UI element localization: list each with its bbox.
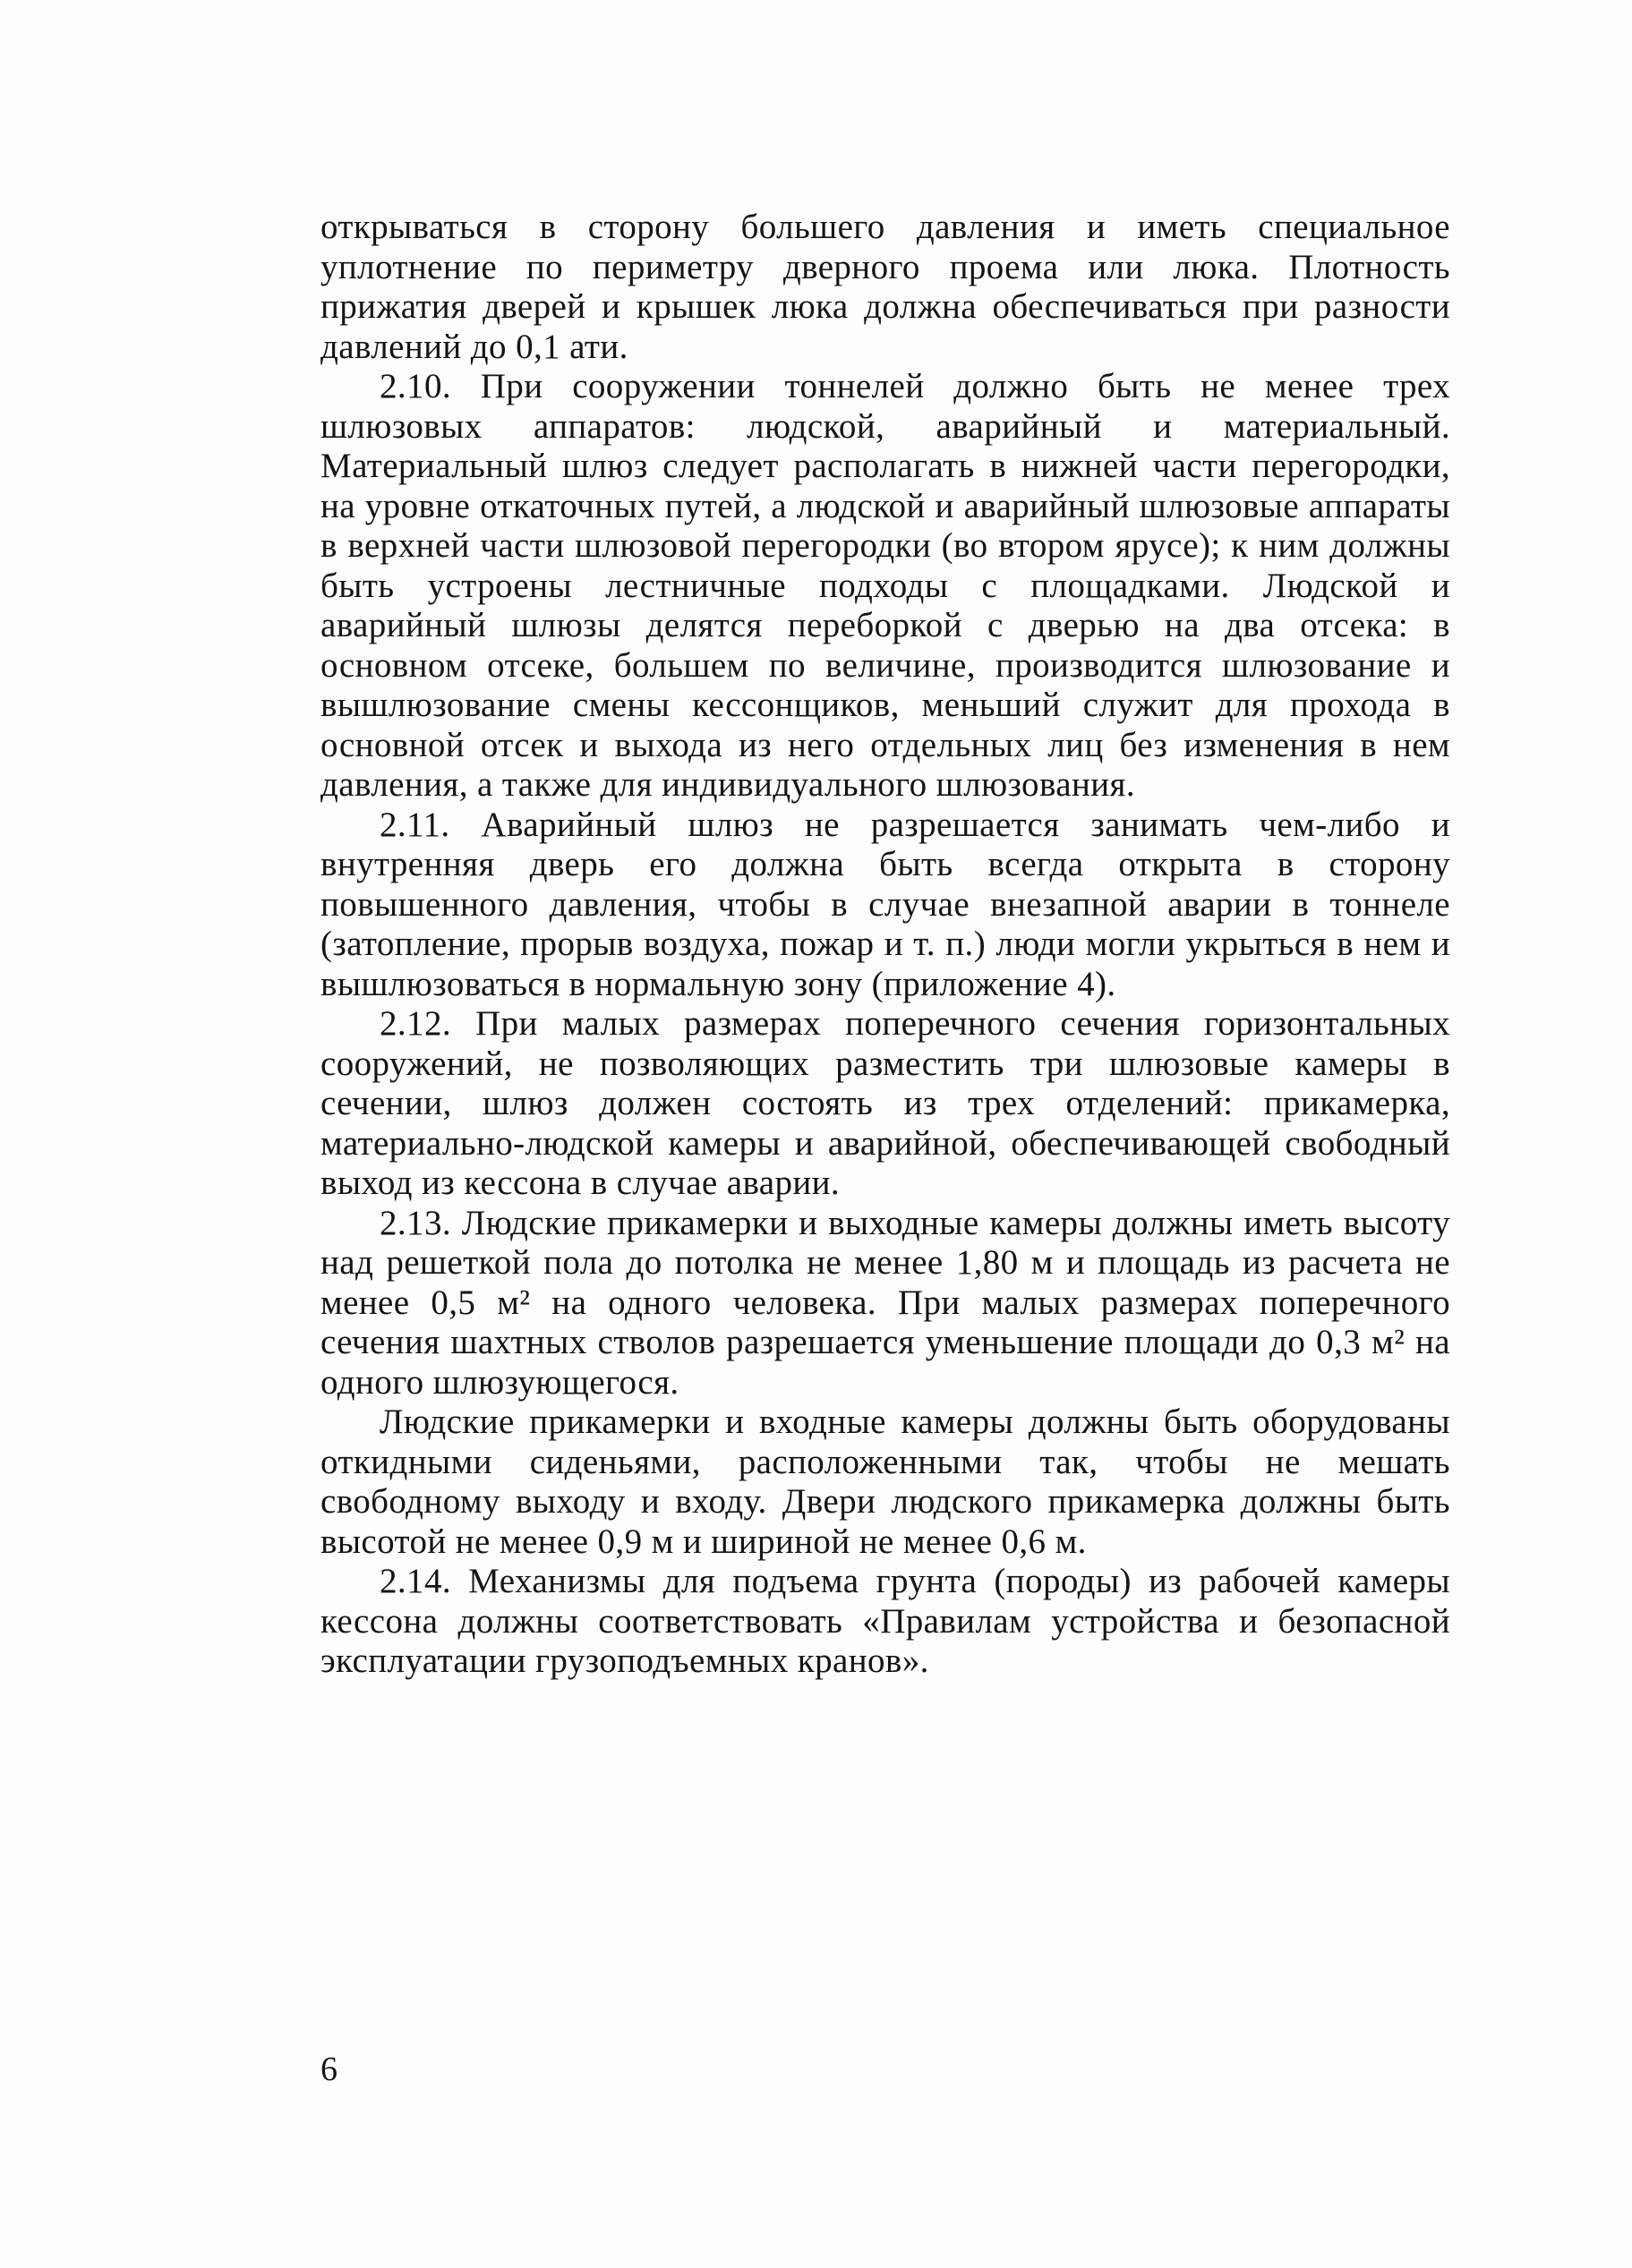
paragraph-2-13: 2.13. Людские прикамерки и выходные камеры должны иметь высоту над решеткой пола до потолка не менее 1,80 м и площадь из расчета не менее 0,5 м² на одного человека. При малых размерах поперечного сечения шахтных стволов разрешается уменьшение площади до 0,3 м² на одного шлюзующегося. [320,1203,1450,1402]
paragraph-2-12: 2.12. При малых размерах поперечного сечения горизонтальных сооружений, не позволяющих разместить три шлюзовые камеры в сечении, шлюз должен состоять из трех отделений: прикамерка, материально-людской камеры и аварийной, обеспечивающей свободный выход из кессона в случае аварии. [320,1004,1450,1202]
paragraph-2-10: 2.10. При сооружении тоннелей должно быть не менее трех шлюзовых аппаратов: людской, аварийный и материальный. Материальный шлюз следует располагать в нижней части перегородки, на уровне откаточных путей, а людской и аварийный шлюзовые аппараты в верхней части шлюзовой перегородки (во втором ярусе); к ним должны быть устроены лестничные подходы с площадками. Людской и аварийный шлюзы делятся переборкой с дверью на два отсека: в основном отсеке, большем по величине, производится шлюзование и вышлюзование смены кессонщиков, меньший служит для прохода в основной отсек и выхода из него отдельных лиц без изменения в нем давления, а также для индивидуального шлюзования. [320,367,1450,804]
page-number: 6 [320,2051,338,2088]
paragraph-continuation: открываться в сторону большего давления и иметь специальное уплотнение по периметру дверного проема или люка. Плотность прижатия дверей и крышек люка должна обеспечиваться при разности давлений до 0,1 ати. [320,208,1450,366]
paragraph-2-14: 2.14. Механизмы для подъема грунта (породы) из рабочей камеры кессона должны соответствовать «Правилам устройства и безопасной эксплуатации грузоподъемных кранов». [320,1562,1450,1680]
body-text [320,208,1450,1682]
paragraph-2-11: 2.11. Аварийный шлюз не разрешается занимать чем-либо и внутренняя дверь его должна быть всегда открыта в сторону повышенного давления, чтобы в случае внезапной аварии в тоннеле (затопление, прорыв воздуха, пожар и т. п.) люди могли укрыться в нем и вышлюзоваться в нормальную зону (приложение 4). [320,805,1450,1003]
paragraph-2-13-continued: Людские прикамерки и входные камеры должны быть оборудованы откидными сиденьями, расположенными так, чтобы не мешать свободному выходу и входу. Двери людского прикамерка должны быть высотой не менее 0,9 м и шириной не менее 0,6 м. [320,1403,1450,1561]
